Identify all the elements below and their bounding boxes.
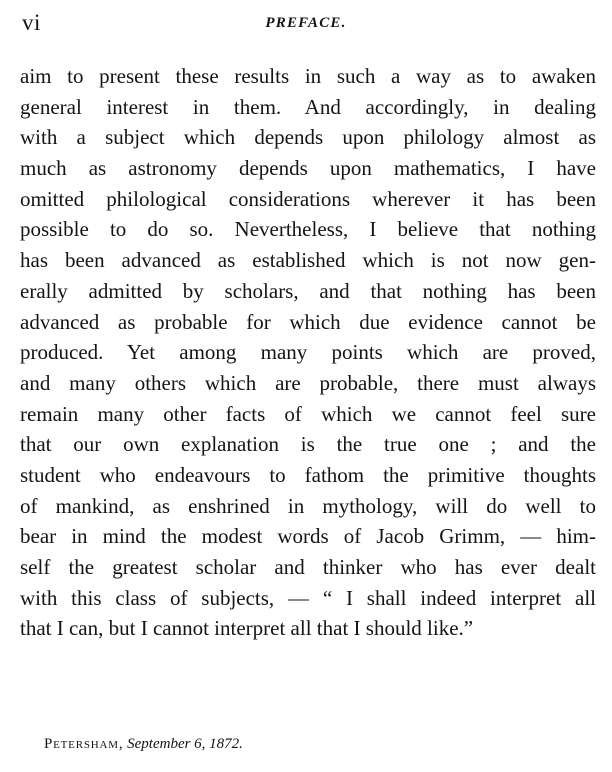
page-number: vi [22, 10, 41, 35]
text-line: that I can, but I cannot interpret all that I should like.” [20, 616, 474, 641]
text-line: possible to do so. Nevertheless, I believe that nothing [20, 217, 596, 242]
text-line: erally admitted by scholars, and that nothing has been [20, 278, 596, 303]
text-line: self the greatest scholar and thinker who has ever dealt [20, 555, 596, 579]
text-line: advanced as probable for which due evidence cannot be [20, 309, 596, 334]
signature-date: September 6, 1872. [127, 736, 243, 752]
preface-paragraph [20, 61, 596, 644]
text-line: of mankind, as enshrined in mythology, will do well to [20, 493, 596, 518]
text-line: much as astronomy depends upon mathematics, I have [20, 156, 596, 181]
text-line: student who endeavours to fathom the primitive thoughts [20, 462, 596, 487]
text-line: bear in mind the modest words of Jacob Grimm, — him- [20, 524, 596, 549]
text-line: with this class of subjects, — “ I shall indeed interpret all [20, 585, 596, 610]
text-line: remain many other facts of which we cannot feel sure [20, 401, 596, 426]
text-line: with a subject which depends upon philology almost as [20, 125, 596, 150]
text-line: and many others which are probable, there must always [20, 370, 596, 395]
running-head: PREFACE. [265, 15, 347, 31]
text-line: has been advanced as established which is not now gen- [20, 248, 596, 273]
text-line: that our own explanation is the true one ; and the [20, 432, 596, 457]
text-line: general interest in them. And accordingly, in dealing [20, 94, 596, 119]
text-line: produced. Yet among many points which are proved, [20, 340, 596, 365]
text-line: omitted philological considerations wherever it has been [20, 186, 596, 211]
signature-line [44, 736, 243, 753]
signature-place: Petersham, [44, 736, 124, 752]
page-header [22, 10, 590, 40]
text-line: aim to present these results in such a way as to awaken [20, 64, 596, 88]
